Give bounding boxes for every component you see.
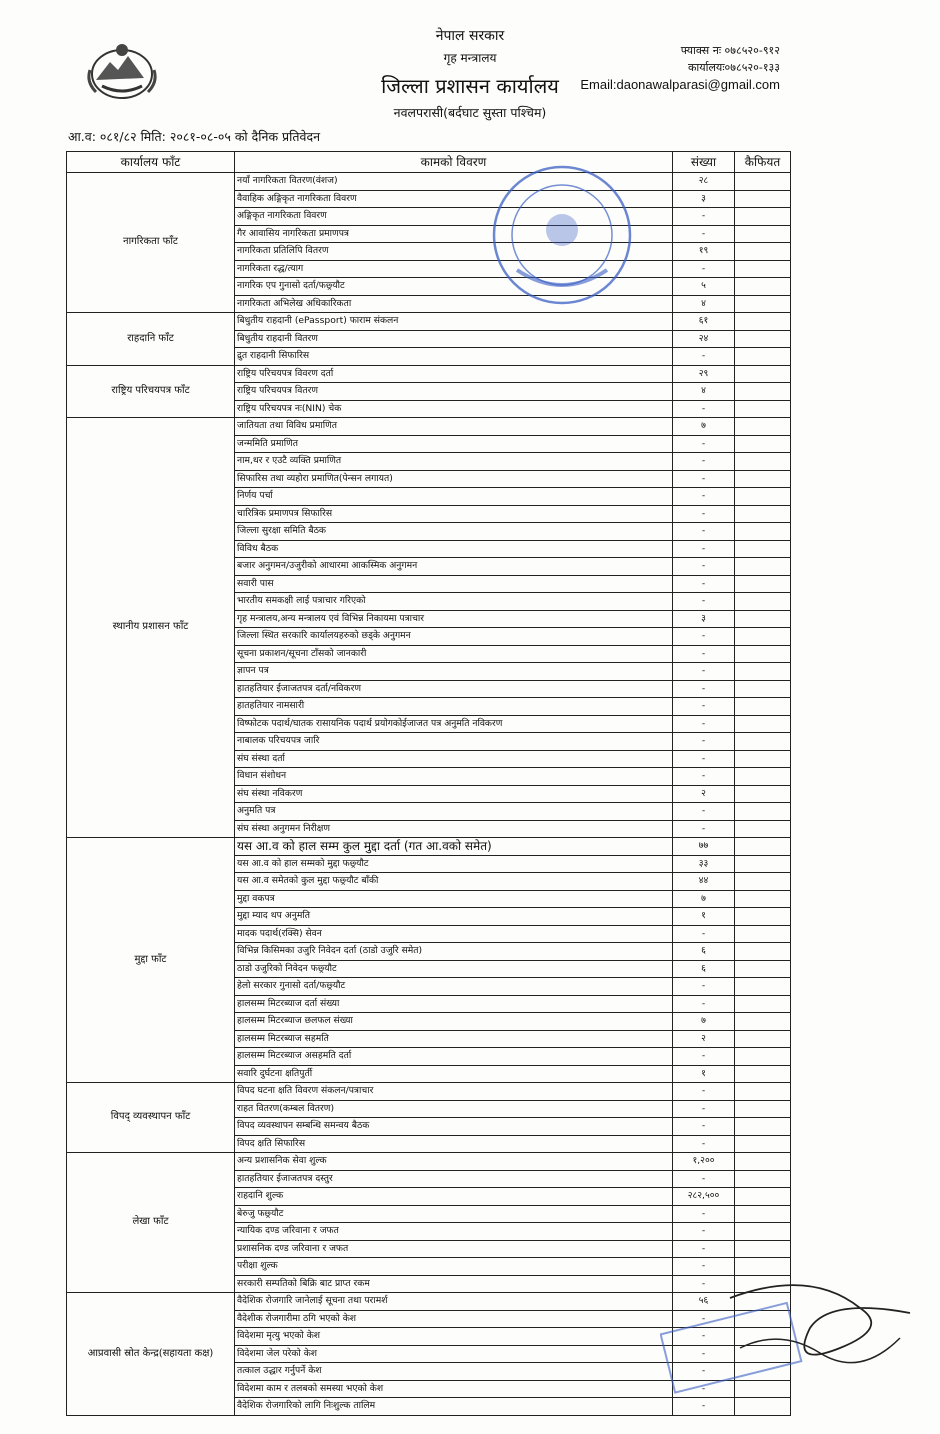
remarks-cell [735,1013,791,1031]
work-count: - [673,523,735,541]
work-count: - [673,768,735,786]
work-count: २ [673,1030,735,1048]
office-phone: कार्यालयः०७८५२०-१३३ [687,61,780,74]
section-name: राष्ट्रिय परिचयपत्र फाँट [67,365,235,418]
remarks-cell [735,943,791,961]
remarks-cell [735,1275,791,1293]
work-description: यस आ.व समेतको कुल मुद्दा फछ्र्यौट बाँकी [235,873,673,891]
work-count: ६१ [673,313,735,331]
section-name: लेखा फाँट [67,1153,235,1293]
work-count: - [673,978,735,996]
work-description: न्यायिक दण्ड जरिवाना र जफत [235,1223,673,1241]
work-count: - [673,698,735,716]
work-description: गृह मन्त्रालय,अन्य मन्त्रालय एवं विभिन्न निकायमा पत्राचार [235,610,673,628]
work-description: नाबालक परिचयपत्र जारि [235,733,673,751]
work-description: वैदेशीक रोजगारीमा ठगि भएको केश [235,1310,673,1328]
work-count: २ [673,785,735,803]
work-count: - [673,1398,735,1416]
work-description: हातहतियार नामसारी [235,698,673,716]
section-name: राहदानि फाँट [67,313,235,366]
work-description: विदेशमा काम र तलबको समस्या भएको केश [235,1380,673,1398]
work-count: - [673,1170,735,1188]
work-count: - [673,470,735,488]
remarks-cell [735,820,791,838]
remarks-cell [735,470,791,488]
work-description: वैवाहिक अङ्गिकृत नागरिकता विवरण [235,190,673,208]
remarks-cell [735,1100,791,1118]
remarks-cell [735,1363,791,1381]
work-count: १ [673,908,735,926]
work-description: हालसम्म मिटरब्याज दर्ता संख्या [235,995,673,1013]
remarks-cell [735,785,791,803]
work-description: वैदेशिक रोजगारि जानेलाई सूचना तथा परामर्श [235,1293,673,1311]
work-description: ठाडो उजुरिको निवेदन फछ्र्यौट [235,960,673,978]
work-count: - [673,1048,735,1066]
work-count: २९ [673,365,735,383]
work-description: ज्ञापन पत्र [235,663,673,681]
table-body [67,173,791,1416]
work-description: बेरुजु फछ्र्यौट [235,1205,673,1223]
work-count: - [673,1100,735,1118]
remarks-cell [735,523,791,541]
work-description: विभिन्न किसिमका उजुरि निवेदन दर्ता (ठाडो उजुरि समेत) [235,943,673,961]
work-description: गैर आवासिय नागरिकता प्रमाणपत्र [235,225,673,243]
work-count: - [673,558,735,576]
work-description: नागरिकता अभिलेख अधिकारिकता [235,295,673,313]
work-count: - [673,733,735,751]
remarks-cell [735,925,791,943]
table-row [67,418,791,436]
remarks-cell [735,313,791,331]
work-description: हातहतियार ईजाजतपत्र दर्ता/नविकरण [235,680,673,698]
work-count: ६ [673,960,735,978]
work-description: सवारी पास [235,575,673,593]
table-row [67,313,791,331]
work-count: - [673,1275,735,1293]
work-description: हालसम्म मिटरब्याज असहमति दर्ता [235,1048,673,1066]
work-description: जिल्ला स्थित सरकारि कार्यालयहरुको छड्के अनुगमन [235,628,673,646]
section-name: विपद् व्यवस्थापन फाँट [67,1083,235,1153]
remarks-cell [735,1240,791,1258]
remarks-cell [735,278,791,296]
remarks-cell [735,803,791,821]
table-row [67,1083,791,1101]
work-count: ५६ [673,1293,735,1311]
work-count: ४ [673,383,735,401]
work-description: विधान संशोधन [235,768,673,786]
work-count: - [673,435,735,453]
work-count: - [673,540,735,558]
work-description: अङ्गिकृत नागरिकता विवरण [235,208,673,226]
work-count: ४ [673,295,735,313]
work-description: नागरिकता रद्ध/त्याग [235,260,673,278]
remarks-cell [735,715,791,733]
remarks-cell [735,768,791,786]
work-count: - [673,1310,735,1328]
remarks-cell [735,698,791,716]
remarks-cell [735,1135,791,1153]
work-description: विपद घटना क्षति विवरण संकलन/पत्राचार [235,1083,673,1101]
remarks-cell [735,575,791,593]
work-description: सूचना प्रकाशन/सूचना टाँसको जानकारी [235,645,673,663]
remarks-cell [735,733,791,751]
remarks-cell [735,558,791,576]
work-description: राहत वितरण(कम्बल वितरण) [235,1100,673,1118]
work-count: - [673,1345,735,1363]
fax-number: फ्याक्स नः ०७८५२०-९१२ [680,44,780,57]
work-count: २८ [673,173,735,191]
section-name: नागरिकता फाँट [67,173,235,313]
work-description: बिधुतीय राहदानी (ePassport) फाराम संकलन [235,313,673,331]
section-name: आप्रवासी स्रोत केन्द्र(सहायता कक्ष) [67,1293,235,1416]
work-count: ७ [673,418,735,436]
report-date-line: आ.व: ०८१/८२ मिति: २०८१-०८-०५ को दैनिक प्रतिवेदन [68,129,321,144]
remarks-cell [735,1205,791,1223]
remarks-cell [735,330,791,348]
work-description: संघ संस्था अनुगमन निरीक्षण [235,820,673,838]
work-description: मुद्दा म्याद थप अनुमति [235,908,673,926]
remarks-cell [735,890,791,908]
work-count: - [673,453,735,471]
work-description: सवारि दुर्घटना क्षतिपुर्ती [235,1065,673,1083]
work-description: मादक पदार्थ(रक्सि) सेवन [235,925,673,943]
work-description: परीक्षा शुल्क [235,1258,673,1276]
work-count: ३३ [673,855,735,873]
remarks-cell [735,383,791,401]
remarks-cell [735,505,791,523]
work-description: राहदानि शुल्क [235,1188,673,1206]
column-header: कैफियत [735,152,791,173]
work-count: - [673,1363,735,1381]
work-description: वैदेशिक रोजगारिको लागि निःशुल्क तालिम [235,1398,673,1416]
work-count: - [673,925,735,943]
work-description: द्रुत राहदानी सिफारिस [235,348,673,366]
work-count: ६ [673,943,735,961]
work-description: जिल्ला सुरक्षा समिति बैठक [235,523,673,541]
work-count: ३ [673,190,735,208]
remarks-cell [735,750,791,768]
table-row [67,173,791,191]
remarks-cell [735,663,791,681]
remarks-cell [735,488,791,506]
remarks-cell [735,243,791,261]
work-description: विपद क्षति सिफारिस [235,1135,673,1153]
remarks-cell [735,365,791,383]
contact-info [580,42,780,93]
work-description: हातहतियार ईजाजतपत्र दस्तुर [235,1170,673,1188]
work-count: ४४ [673,873,735,891]
remarks-cell [735,1258,791,1276]
work-count: ५ [673,278,735,296]
work-description: निर्णय पर्चा [235,488,673,506]
work-count: - [673,260,735,278]
work-count: १९ [673,243,735,261]
work-count: १ [673,1065,735,1083]
work-count: - [673,400,735,418]
remarks-cell [735,1223,791,1241]
section-name: मुद्दा फाँट [67,838,235,1083]
remarks-cell [735,593,791,611]
work-description: संघ संस्था दर्ता [235,750,673,768]
work-description: विदेशमा मृत्यु भएको केश [235,1328,673,1346]
work-count: - [673,348,735,366]
work-description: नाम,थर र एउटै व्यक्ति प्रमाणित [235,453,673,471]
remarks-cell [735,1328,791,1346]
work-count: - [673,750,735,768]
work-description: जातियता तथा विविध प्रमाणित [235,418,673,436]
work-count: - [673,1118,735,1136]
remarks-cell [735,348,791,366]
work-description: राष्ट्रिय परिचयपत्र नः(NIN) चेक [235,400,673,418]
work-count: - [673,225,735,243]
remarks-cell [735,453,791,471]
work-description: नागरिकता प्रतिलिपि वितरण [235,243,673,261]
remarks-cell [735,645,791,663]
work-count: - [673,1205,735,1223]
remarks-cell [735,173,791,191]
office-name: जिल्ला प्रशासन कार्यालय [381,74,559,98]
work-description: अन्य प्रशासनिक सेवा शुल्क [235,1153,673,1171]
column-header: कामको विवरण [235,152,673,173]
work-count: - [673,1240,735,1258]
work-count: - [673,663,735,681]
work-description: राष्ट्रिय परिचयपत्र विवरण दर्ता [235,365,673,383]
work-count: - [673,715,735,733]
remarks-cell [735,1310,791,1328]
remarks-cell [735,610,791,628]
table-row [67,365,791,383]
remarks-cell [735,1153,791,1171]
work-description: सरकारी सम्पतिको बिक्रि बाट प्राप्त रकम [235,1275,673,1293]
work-description: बजार अनुगमन/उजुरीको आधारमा आकस्मिक अनुगमन [235,558,673,576]
work-description: विदेशमा जेल परेको केश [235,1345,673,1363]
work-description: मुद्दा वकपत्र [235,890,673,908]
work-description: तत्काल उद्धार गर्नुपर्ने केश [235,1363,673,1381]
work-count: - [673,505,735,523]
work-description: हालसम्म मिटरब्याज छलफल संख्या [235,1013,673,1031]
remarks-cell [735,295,791,313]
remarks-cell [735,418,791,436]
work-description: राष्ट्रिय परिचयपत्र वितरण [235,383,673,401]
table-row [67,1153,791,1171]
work-description: अनुमति पत्र [235,803,673,821]
work-description: भारतीय समकक्षी लाई पत्राचार गरिएको [235,593,673,611]
remarks-cell [735,1170,791,1188]
work-count: ७ [673,1013,735,1031]
work-description: विविध बैठक [235,540,673,558]
work-count: - [673,680,735,698]
table-header-row [67,152,791,173]
remarks-cell [735,400,791,418]
remarks-cell [735,260,791,278]
work-count: - [673,1380,735,1398]
work-count: - [673,1223,735,1241]
work-count: - [673,628,735,646]
work-description: नागरिक एप गुनासो दर्ता/फछ्र्यौट [235,278,673,296]
remarks-cell [735,1083,791,1101]
email-address: Email:daonawalparasi@gmail.com [580,77,780,92]
remarks-cell [735,908,791,926]
remarks-cell [735,1030,791,1048]
daily-report-table [66,151,791,1416]
remarks-cell [735,995,791,1013]
work-description: प्रशासनिक दण्ड जरिवाना र जफत [235,1240,673,1258]
remarks-cell [735,1065,791,1083]
remarks-cell [735,628,791,646]
work-description: चारित्रिक प्रमाणपत्र सिफारिस [235,505,673,523]
work-count: - [673,1258,735,1276]
work-description: संघ संस्था नविकरण [235,785,673,803]
remarks-cell [735,435,791,453]
remarks-cell [735,1293,791,1311]
remarks-cell [735,208,791,226]
work-count: - [673,645,735,663]
remarks-cell [735,680,791,698]
remarks-cell [735,1188,791,1206]
work-description: सिफारिस तथा व्यहोरा प्रमाणित(पेन्सन लगायत) [235,470,673,488]
ministry-name: गृह मन्त्रालय [443,51,497,65]
work-description: यस आ.व को हाल सम्मको मुद्दा फछ्र्यौट [235,855,673,873]
work-description: हालसम्म मिटरब्याज सहमति [235,1030,673,1048]
remarks-cell [735,1345,791,1363]
work-count: १,२०० [673,1153,735,1171]
remarks-cell [735,190,791,208]
work-description: जन्ममिति प्रमाणित [235,435,673,453]
section-name: स्थानीय प्रशासन फाँट [67,418,235,838]
table-row [67,1293,791,1311]
work-count: ७७ [673,838,735,856]
work-description: नयाँ नागरिकता वितरण(वंशज) [235,173,673,191]
remarks-cell [735,873,791,891]
work-count: २८२,५०० [673,1188,735,1206]
work-count: २४ [673,330,735,348]
government-name: नेपाल सरकार [435,28,505,44]
work-count: - [673,208,735,226]
remarks-cell [735,960,791,978]
work-count: ३ [673,610,735,628]
work-description: विष्फोटक पदार्थ/घातक रासायनिक पदार्थ प्रयोगकोईजाजत पत्र अनुमति नविकरण [235,715,673,733]
work-count: - [673,820,735,838]
work-count: - [673,1328,735,1346]
work-count: - [673,995,735,1013]
work-count: - [673,1135,735,1153]
work-count: - [673,488,735,506]
remarks-cell [735,1048,791,1066]
work-count: - [673,593,735,611]
work-description: यस आ.व को हाल सम्म कुल मुद्दा दर्ता (गत आ.वको समेत) [235,838,673,856]
work-count: - [673,575,735,593]
remarks-cell [735,1398,791,1416]
work-description: बिधुतीय राहदानी वितरण [235,330,673,348]
column-header: संख्या [673,152,735,173]
remarks-cell [735,1380,791,1398]
column-header: कार्यालय फाँट [67,152,235,173]
remarks-cell [735,838,791,856]
work-count: ७ [673,890,735,908]
district-name: नवलपरासी(बर्दघाट सुस्ता पश्चिम) [393,105,547,120]
remarks-cell [735,855,791,873]
remarks-cell [735,540,791,558]
work-description: हेलो सरकार गुनासो दर्ता/फछ्र्यौट [235,978,673,996]
work-description: विपद व्यवस्थापन सम्बन्धि समन्वय बैठक [235,1118,673,1136]
remarks-cell [735,1118,791,1136]
work-count: - [673,1083,735,1101]
work-count: - [673,803,735,821]
remarks-cell [735,225,791,243]
remarks-cell [735,978,791,996]
table-row [67,838,791,856]
